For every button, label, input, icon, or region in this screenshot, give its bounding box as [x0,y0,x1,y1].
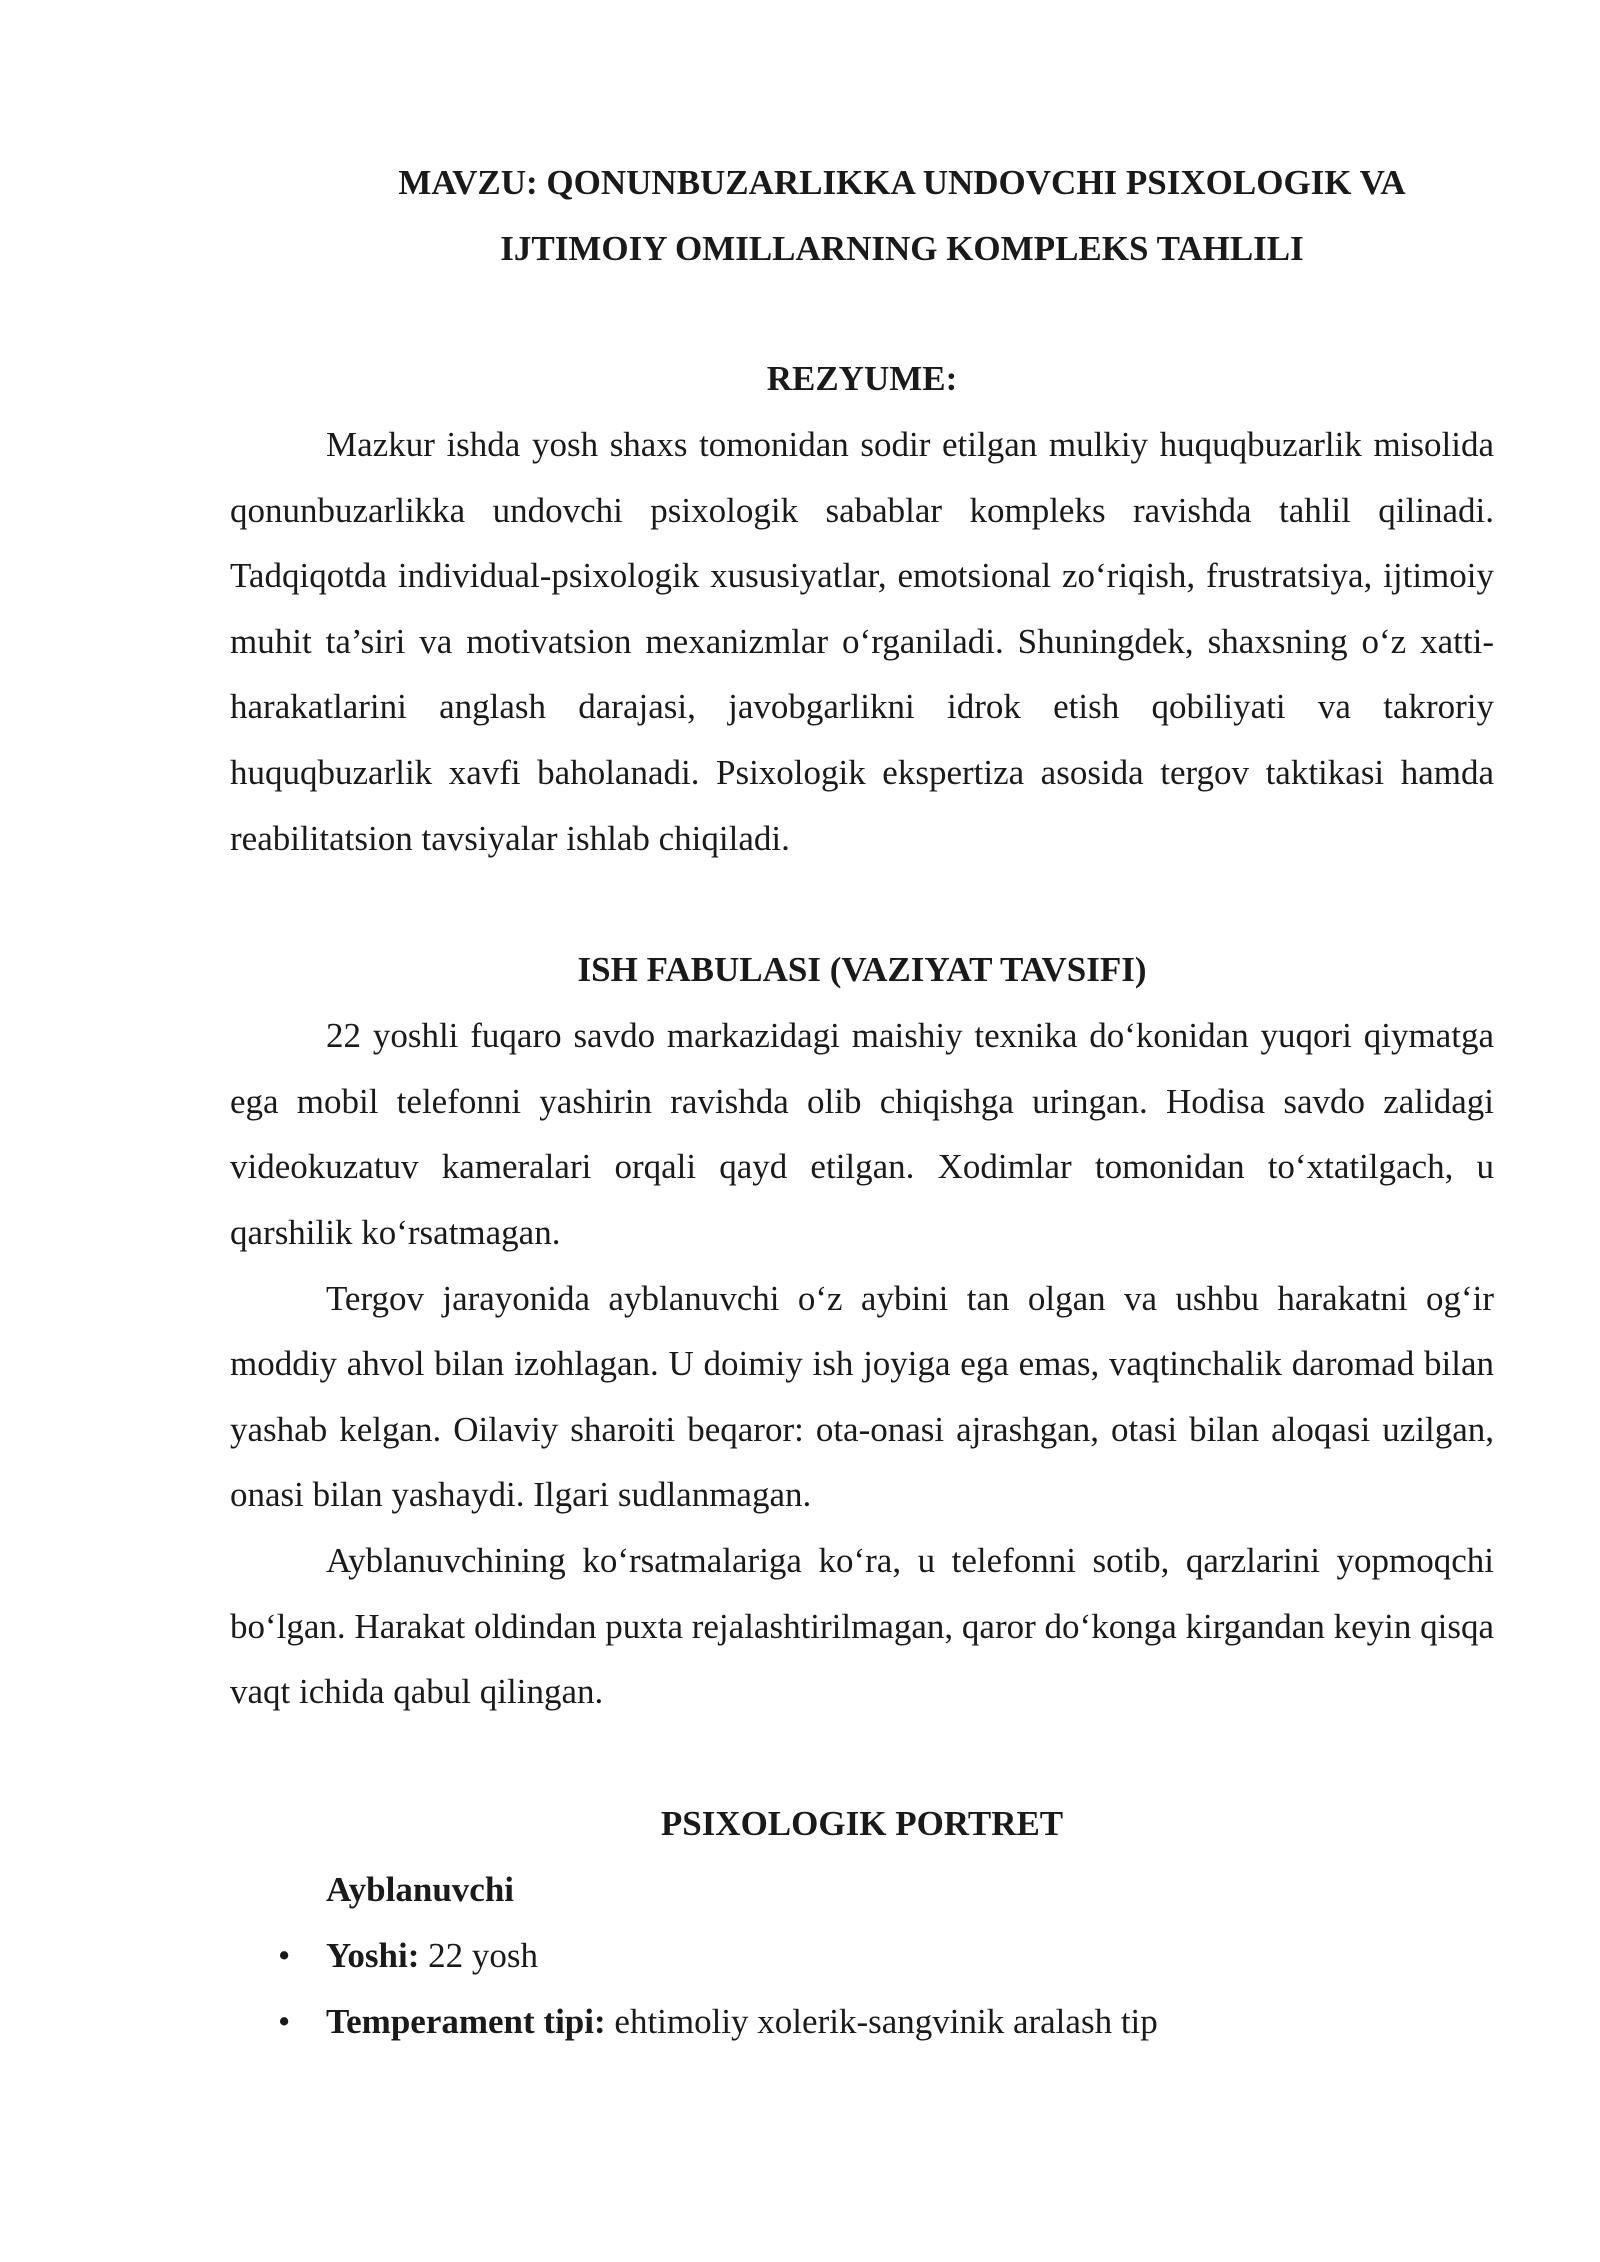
bullet-icon: • [278,2001,291,2041]
document-page [230,150,1494,2055]
fact-value: ehtimoliy xolerik-sangvinik aralash tip [605,2001,1158,2041]
fact-label: Yoshi: [326,1935,420,1975]
document-title [230,150,1494,282]
rezyume-paragraph: Mazkur ishda yosh shaxs tomonidan sodir etilgan mulkiy huquqbuzarlik misolida qonunbuzarlikka undovchi psixologik sabablar kompleks ravishda tahlil qilinadi. Tadqiqotda individual-psixologik xususiyatlar, emotsional zo‘riqish, frustratsiya, ijtimoiy muhit ta’siri va motivatsion mexanizmlar o‘rganiladi. Shuningdek, shaxsning o‘z xatti-harakatlarini anglash darajasi, javobgarlikni idrok etish qobiliyati va takroriy huquqbuzarlik xavfi baholanadi. Psixologik ekspertiza asosida tergov taktikasi hamda reabilitatsion tavsiyalar ishlab chiqiladi. [230,425,1494,858]
list-item [230,1989,1494,2055]
portret-subheading: Ayblanuvchi [326,1869,515,1909]
title-line-2: IJTIMOIY OMILLARNING KOMPLEKS TAHLILI [500,229,1304,268]
fabula-heading: ISH FABULASI (VAZIYAT TAVSIFI) [577,950,1147,990]
fact-value: 22 yosh [419,1935,538,1975]
fabula-paragraph-2: Tergov jarayonida ayblanuvchi o‘z aybini tan olgan va ushbu harakatni og‘ir moddiy ahvol bilan izohlagan. U doimiy ish joyiga ega emas, vaqtinchalik daromad bilan yashab kelgan. Oilaviy sharoiti beqaror: ota-onasi ajrashgan, otasi bilan aloqasi uzilgan, onasi bilan yashaydi. Ilgari sudlanmagan. [230,1278,1494,1515]
fabula-paragraph-3: Ayblanuvchining ko‘rsatmalariga ko‘ra, u telefonni sotib, qarzlarini yopmoqchi bo‘lgan. Harakat oldindan puxta rejalashtirilmagan, qaror do‘konga kirgandan keyin qisqa vaqt ichida qabul qilingan. [230,1540,1494,1712]
portret-heading: PSIXOLOGIK PORTRET [660,1803,1064,1843]
rezyume-heading: REZYUME: [766,359,958,398]
portret-facts-list [230,1923,1494,2055]
bullet-icon: • [278,1935,291,1975]
title-line-1: MAVZU: QONUNBUZARLIKKA UNDOVCHI PSIXOLOGIK VA [398,163,1406,202]
fabula-paragraph-1: 22 yoshli fuqaro savdo markazidagi maishiy texnika do‘konidan yuqori qiymatga ega mobil telefonni yashirin ravishda olib chiqishga uringan. Hodisa savdo zalidagi videokuzatuv kameralari orqali qayd etilgan. Xodimlar tomonidan to‘xtatilgach, u qarshilik ko‘rsatmagan. [230,1016,1494,1252]
fact-label: Temperament tipi: [326,2001,606,2041]
list-item [230,1923,1494,1989]
